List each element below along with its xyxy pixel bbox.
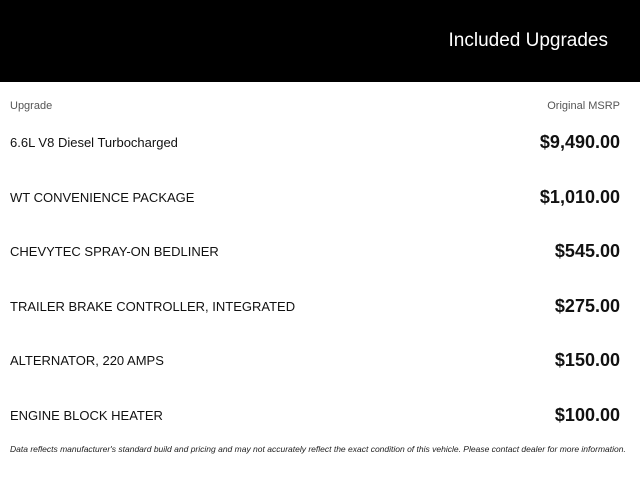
upgrade-name: WT CONVENIENCE PACKAGE: [10, 189, 195, 205]
upgrade-name: TRAILER BRAKE CONTROLLER, INTEGRATED: [10, 298, 296, 314]
upgrade-price: $275.00: [554, 295, 620, 316]
upgrade-price: $9,490.00: [539, 132, 620, 152]
upgrade-name: ENGINE BLOCK HEATER: [10, 407, 163, 423]
upgrade-price: $545.00: [554, 241, 620, 261]
page-title: Included Upgrades: [448, 30, 608, 51]
upgrade-name: 6.6L V8 Diesel Turbocharged: [10, 135, 178, 150]
upgrade-row: [0, 336, 640, 391]
upgrade-row: [0, 227, 640, 282]
disclaimer-text: Data reflects manufacturer's standard build and pricing and may not accurately reflect the exact condition of this vehicle. Please contact dealer for more information.: [10, 444, 626, 454]
upgrade-name: CHEVYTEC SPRAY-ON BEDLINER: [10, 244, 219, 259]
header-bar: [0, 0, 640, 82]
upgrades-list: [0, 118, 640, 445]
upgrade-price: $100.00: [554, 404, 620, 425]
upgrade-row: [0, 391, 640, 446]
column-header-upgrade: Upgrade: [10, 100, 53, 112]
upgrade-price: $150.00: [554, 350, 620, 370]
column-header-msrp: Original MSRP: [547, 100, 620, 112]
upgrade-price: $1,010.00: [539, 186, 620, 207]
upgrade-name: ALTERNATOR, 220 AMPS: [10, 353, 164, 368]
upgrade-row: [0, 282, 640, 337]
upgrade-row: [0, 173, 640, 228]
upgrade-row: [0, 118, 640, 173]
